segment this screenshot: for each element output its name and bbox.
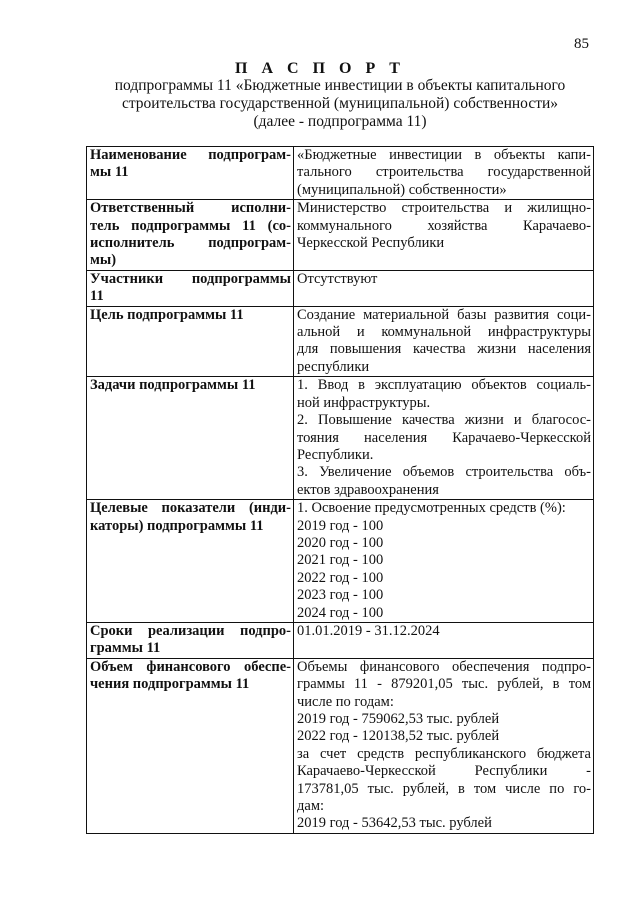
passport-table-body xyxy=(87,147,594,834)
row-label-line: Сроки реализации подпро- xyxy=(90,622,291,639)
row-value xyxy=(294,622,594,658)
passport-table xyxy=(86,146,594,834)
row-label xyxy=(87,270,294,306)
value-line: 2022 год - 100 xyxy=(297,569,384,586)
value-line: Министерство строительства и жилищно- xyxy=(297,200,591,217)
value-paragraph xyxy=(297,815,591,832)
value-line: 2023 год - 100 xyxy=(297,587,384,604)
value-line: «Бюджетные инвестиции в объекты капи- xyxy=(297,147,591,163)
value-line: республики xyxy=(297,358,370,375)
value-line: альной и коммунальной инфраструктуры xyxy=(297,324,591,341)
passport-row xyxy=(87,622,594,658)
value-paragraph xyxy=(297,623,591,640)
row-label-line: Участники подпрограммы xyxy=(90,270,291,287)
value-paragraph xyxy=(297,200,591,252)
value-paragraph xyxy=(297,307,591,377)
passport-row xyxy=(87,200,594,271)
value-line: Карачаево-Черкесской Республики - xyxy=(297,763,591,780)
value-line: 01.01.2019 - 31.12.2024 xyxy=(297,622,440,639)
value-paragraph xyxy=(297,464,591,499)
value-line: Объемы финансового обеспечения подпро- xyxy=(297,658,591,675)
value-line: 1. Ввод в эксплуатацию объектов социаль- xyxy=(297,377,591,394)
value-line: дам: xyxy=(297,798,325,815)
value-line: 173781,05 тыс. рублей, в том числе по го- xyxy=(297,780,591,797)
row-label-line: Наименование подпрограм- xyxy=(90,147,291,163)
subtitle-line: (далее - подпрограмма 11) xyxy=(253,113,427,130)
row-label-line: мы) xyxy=(90,252,117,269)
row-label-line: Цель подпрограммы 11 xyxy=(90,306,244,323)
row-value xyxy=(294,147,594,200)
value-paragraph xyxy=(297,552,591,569)
document-subtitle xyxy=(70,77,610,131)
row-label xyxy=(87,500,294,623)
value-paragraph xyxy=(297,605,591,622)
value-line: Республики. xyxy=(297,446,374,463)
value-line: для повышения качества жизни населения xyxy=(297,341,591,358)
row-label-line: исполнитель подпрограм- xyxy=(90,235,291,252)
passport-row xyxy=(87,306,594,377)
row-label-line: 11 xyxy=(90,288,104,305)
value-line: тального строительства государственной xyxy=(297,164,591,181)
passport-row xyxy=(87,500,594,623)
row-label xyxy=(87,658,294,833)
value-line: 2021 год - 100 xyxy=(297,552,384,569)
page-number: 85 xyxy=(574,36,589,52)
value-paragraph xyxy=(297,535,591,552)
row-value xyxy=(294,306,594,377)
row-value xyxy=(294,377,594,500)
row-label-line: Ответственный исполни- xyxy=(90,200,291,217)
value-line: Создание материальной базы развития соци- xyxy=(297,306,591,323)
row-label-line: Объем финансового обеспе- xyxy=(90,658,291,675)
row-label xyxy=(87,377,294,500)
subtitle-line: подпрограммы 11 «Бюджетные инвестиции в объекты капитального xyxy=(114,77,566,94)
row-label-line: граммы 11 xyxy=(90,640,161,657)
value-line: 2019 год - 53642,53 тыс. рублей xyxy=(297,815,492,832)
value-paragraph xyxy=(297,271,591,288)
value-line: Отсутствуют xyxy=(297,270,378,287)
value-line: за счет средств республиканского бюджета xyxy=(297,745,591,762)
value-line: 2024 год - 100 xyxy=(297,604,384,621)
subtitle-line: строительства государственной (муниципальной) собственности» xyxy=(121,95,559,112)
passport-row xyxy=(87,147,594,200)
row-label-line: каторы) подпрограммы 11 xyxy=(90,517,264,534)
value-paragraph xyxy=(297,728,591,745)
value-line: ектов здравоохранения xyxy=(297,481,439,498)
row-label xyxy=(87,147,294,200)
value-line: граммы 11 - 879201,05 тыс. рублей, в том xyxy=(297,676,591,693)
value-line: 2019 год - 759062,53 тыс. рублей xyxy=(297,711,500,727)
value-paragraph xyxy=(297,377,591,412)
passport-row xyxy=(87,658,594,833)
value-line: 2022 год - 120138,52 тыс. рублей xyxy=(297,728,500,745)
value-paragraph xyxy=(297,659,591,711)
value-paragraph xyxy=(297,518,591,535)
value-line: числе по годам: xyxy=(297,693,394,710)
value-line: тояния населения Карачаево-Черкесской xyxy=(297,429,591,446)
value-line: 3. Увеличение объемов строительства объ- xyxy=(297,464,591,481)
row-value xyxy=(294,658,594,833)
value-paragraph xyxy=(297,711,591,728)
value-line: 2019 год - 100 xyxy=(297,517,384,534)
row-label xyxy=(87,200,294,271)
value-paragraph xyxy=(297,570,591,587)
row-label-line: чения подпрограммы 11 xyxy=(90,676,250,693)
value-line: (муниципальной) собственности» xyxy=(297,181,507,198)
row-label-line: мы 11 xyxy=(90,164,129,181)
row-label-line: Целевые показатели (инди- xyxy=(90,500,291,517)
row-value xyxy=(294,270,594,306)
value-paragraph xyxy=(297,412,591,464)
passport-row xyxy=(87,270,594,306)
value-line: 2020 год - 100 xyxy=(297,534,384,551)
value-line: ной инфраструктуры. xyxy=(297,394,431,411)
row-value xyxy=(294,200,594,271)
row-label xyxy=(87,622,294,658)
value-paragraph xyxy=(297,746,591,816)
value-line: 1. Освоение предусмотренных средств (%): xyxy=(297,500,566,517)
row-label-line: Задачи подпрограммы 11 xyxy=(90,377,256,394)
row-value xyxy=(294,500,594,623)
passport-row xyxy=(87,377,594,500)
value-paragraph xyxy=(297,587,591,604)
value-paragraph xyxy=(297,147,591,199)
row-label-line: тель подпрограммы 11 (со- xyxy=(90,217,291,234)
value-paragraph xyxy=(297,500,591,517)
value-line: Черкесской Республики xyxy=(297,235,445,252)
value-line: 2. Повышение качества жизни и благосос- xyxy=(297,412,591,429)
row-label xyxy=(87,306,294,377)
document-title: П А С П О Р Т xyxy=(235,60,405,77)
value-line: коммунального хозяйства Карачаево- xyxy=(297,217,591,234)
